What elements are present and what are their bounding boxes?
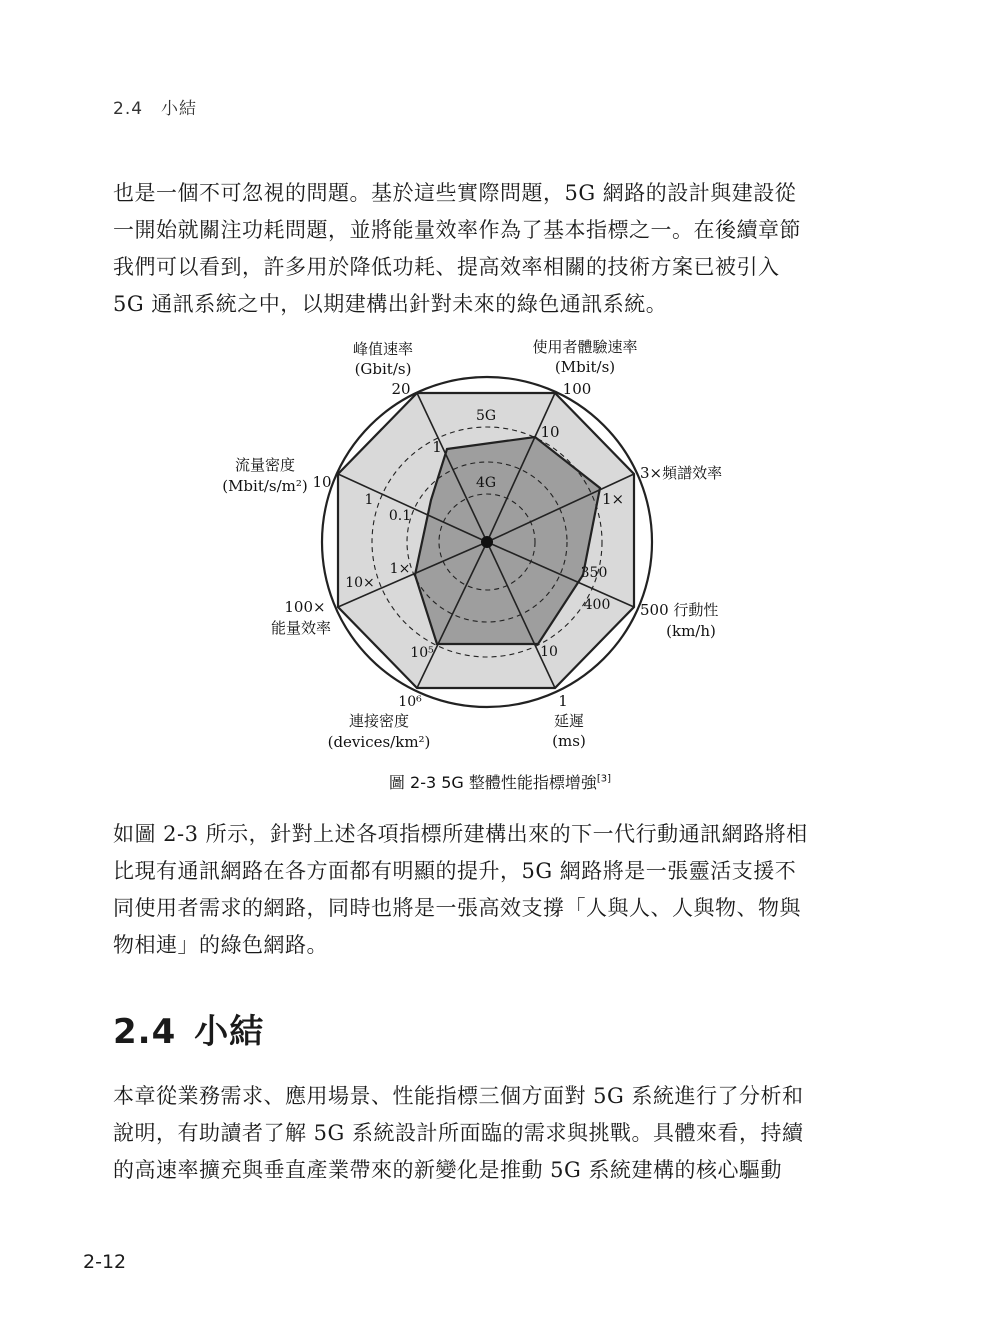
value-5g-latency: 1 bbox=[558, 692, 568, 710]
running-header: 2.4 小結 bbox=[113, 99, 198, 119]
value-4g-connection: 10⁵ bbox=[410, 645, 434, 661]
text-line: 如圖 2-3 所示，針對上述各項指標所建構出來的下一代行動通訊網路將相 bbox=[113, 822, 808, 846]
value-5g-connection: 10⁶ bbox=[398, 694, 422, 710]
axis-name-mobility: 500 行動性 bbox=[640, 601, 719, 619]
value-4g-se: 1× bbox=[601, 490, 625, 508]
value-5g-peak: 20 bbox=[391, 380, 411, 398]
axis-name-peak: 峰值速率 bbox=[352, 340, 414, 358]
value-5g-ux: 100 bbox=[562, 380, 592, 398]
text-line: 5G 通訊系統之中，以期建構出針對未來的綠色通訊系統。 bbox=[113, 292, 668, 316]
axis-name-ux: 使用者體驗速率 bbox=[532, 338, 638, 356]
figure-caption bbox=[0, 770, 1000, 793]
text-line: 說明，有助讀者了解 5G 系統設計所面臨的需求與挑戰。具體來看，持續 bbox=[113, 1121, 804, 1145]
section-title: 小結 bbox=[194, 1012, 265, 1052]
series-label-5g: 5G bbox=[475, 408, 497, 424]
radar-figure bbox=[215, 330, 755, 760]
axis-unit-mobility: (km/h) bbox=[666, 622, 716, 640]
text-line: 一開始就關注功耗問題，並將能量效率作為了基本指標之一。在後續章節 bbox=[113, 218, 801, 242]
axis-name-se: 3×頻譜效率 bbox=[640, 464, 723, 482]
axis-unit-ux: (Mbit/s) bbox=[554, 358, 616, 376]
series-label-4g: 4G bbox=[475, 475, 497, 491]
value-4g-traffic: 0.1 bbox=[388, 508, 412, 524]
text-line: 我們可以看到，許多用於降低功耗、提高效率相關的技術方案已被引入 bbox=[113, 255, 780, 279]
text-line: 物相連」的綠色網路。 bbox=[113, 933, 328, 957]
caption-reference: [3] bbox=[596, 773, 612, 785]
text-line: 的高速率擴充與垂直產業帶來的新變化是推動 5G 系統建構的核心驅動 bbox=[113, 1158, 782, 1182]
paragraph-intro bbox=[113, 175, 843, 323]
axis-name-energy: 能量效率 bbox=[270, 619, 332, 637]
text-line: 也是一個不可忽視的問題。基於這些實際問題，5G 網路的設計與建設從 bbox=[113, 181, 797, 205]
value-4g-energy: 1× bbox=[389, 561, 411, 577]
axis-unit-traffic: (Mbit/s/m²) bbox=[222, 477, 308, 495]
paragraph-figure-description bbox=[113, 816, 843, 964]
text-line: 本章從業務需求、應用場景、性能指標三個方面對 5G 系統進行了分析和 bbox=[113, 1084, 804, 1108]
axis-name-latency: 延遲 bbox=[553, 712, 585, 730]
caption-text: 圖 2-3 5G 整體性能指標增強 bbox=[388, 773, 597, 792]
radar-chart bbox=[215, 330, 755, 760]
axis-unit-latency: (ms) bbox=[552, 732, 586, 750]
value-4g-latency: 10 bbox=[540, 644, 558, 660]
axis-unit-connection: (devices/km²) bbox=[327, 733, 431, 751]
section-number: 2.4 bbox=[113, 1012, 177, 1052]
value-mid-mobility: 400 bbox=[583, 597, 611, 613]
value-mid-traffic: 1 bbox=[364, 492, 374, 508]
axis-name-connection: 連接密度 bbox=[348, 712, 410, 730]
value-4g-mobility: 350 bbox=[580, 565, 608, 581]
value-5g-energy: 100× bbox=[284, 598, 326, 616]
text-line: 比現有通訊網路在各方面都有明顯的提升，5G 網路將是一張靈活支援不 bbox=[113, 859, 797, 883]
page-number: 2-12 bbox=[83, 1251, 127, 1273]
value-5g-traffic: 10 bbox=[312, 473, 332, 491]
text-line: 同使用者需求的網路，同時也將是一張高效支撐「人與人、人與物、物與 bbox=[113, 896, 801, 920]
axis-unit-peak: (Gbit/s) bbox=[354, 360, 412, 378]
value-4g-peak: 1 bbox=[432, 438, 442, 456]
value-mid-energy: 10× bbox=[345, 575, 375, 591]
value-4g-ux: 10 bbox=[540, 423, 560, 441]
paragraph-summary bbox=[113, 1078, 843, 1189]
section-heading bbox=[113, 1004, 264, 1053]
center-dot bbox=[481, 536, 493, 548]
axis-name-traffic: 流量密度 bbox=[234, 456, 296, 474]
